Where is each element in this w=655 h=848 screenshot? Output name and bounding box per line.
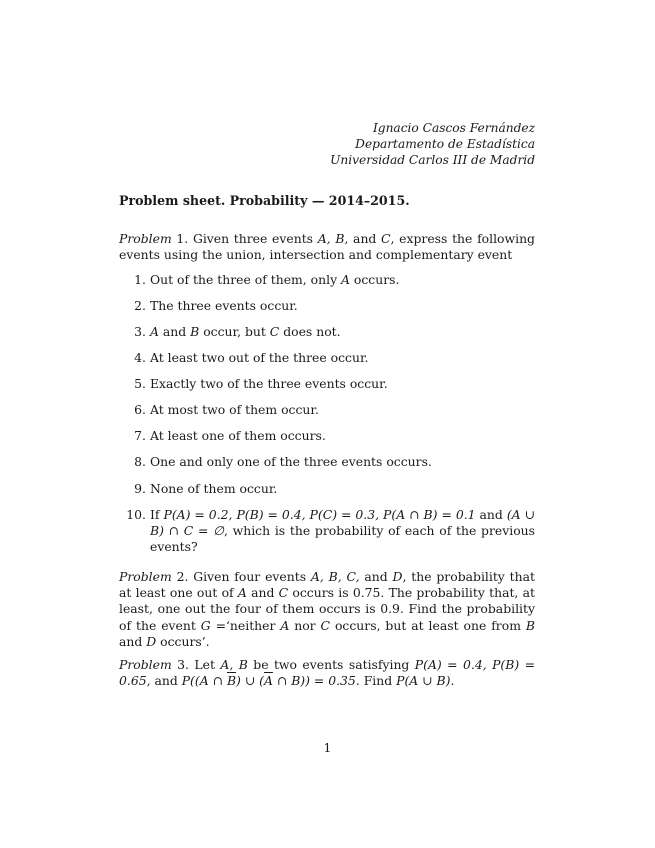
- problem-text: Let: [194, 657, 221, 672]
- item-number: 7.: [134, 428, 146, 443]
- problem-text: and: [348, 231, 382, 246]
- problem-3-statement: [119, 657, 535, 689]
- math: B: [190, 324, 200, 339]
- sheet-title: Problem sheet. Probability — 2014–2015.: [119, 193, 410, 208]
- math: P(A) = 0.4, P(B) = 0.65,: [119, 657, 535, 689]
- problem-text: be two events satisfying: [247, 657, 415, 672]
- math: C: [381, 231, 391, 246]
- problem-text: . Find: [355, 673, 397, 689]
- item-text: Exactly two of the three events occur.: [150, 376, 388, 391]
- list-item: [119, 481, 535, 497]
- math: ∩ B)) = 0.35: [272, 673, 356, 689]
- item-text: [150, 272, 535, 288]
- problem-text: =‘neither: [210, 617, 281, 633]
- item-text-part: , which is the probability of each of the previous events?: [150, 523, 536, 554]
- math: D: [146, 633, 157, 649]
- item-number: 8.: [134, 454, 146, 469]
- author-department: Departamento de Estadística: [355, 137, 535, 151]
- math: G: [200, 617, 211, 633]
- math: P(A) = 0.2, P(B) = 0.4, P(C) = 0.3, P(A ∩ B) = 0.1: [163, 507, 476, 522]
- math: (A ∪ B) ∩ C = ∅: [150, 507, 536, 538]
- math: A, B,: [317, 231, 349, 246]
- math: A: [341, 272, 350, 287]
- list-item: [119, 454, 535, 470]
- problem-text: and: [246, 585, 279, 601]
- item-text-part: occurs.: [349, 272, 400, 287]
- problem-label: Problem: [119, 657, 172, 672]
- problem-number: 3.: [177, 657, 189, 672]
- item-number: 2.: [134, 298, 146, 313]
- problem-number: 1.: [176, 231, 189, 246]
- problem-1-statement: [119, 231, 535, 263]
- math: ) ∪ (: [236, 673, 264, 689]
- item-number: 5.: [134, 376, 146, 391]
- problem-text: and: [359, 569, 393, 584]
- item-text: One and only one of the three events occurs.: [150, 454, 432, 469]
- list-item: [119, 350, 535, 366]
- item-number: 6.: [134, 402, 146, 417]
- item-text-part: and: [158, 324, 191, 339]
- item-text-part: Out of the three of them, only: [150, 272, 342, 287]
- problem-text: Given three events: [192, 231, 318, 246]
- problem-text: nor: [289, 617, 321, 633]
- author-university: Universidad Carlos III de Madrid: [330, 153, 535, 167]
- list-item: [119, 298, 535, 314]
- author-block: [330, 120, 535, 168]
- problem-number: 2.: [176, 569, 189, 584]
- list-item: [119, 324, 535, 340]
- item-text: At least one of them occurs.: [150, 428, 326, 443]
- math: C: [269, 324, 280, 339]
- item-text-part: occur, but: [199, 324, 270, 339]
- problem-text: occurs’.: [156, 633, 210, 649]
- item-text-part: does not.: [279, 324, 341, 339]
- problem-2-statement: [119, 569, 535, 650]
- math: A: [280, 617, 290, 633]
- list-item: [119, 272, 535, 288]
- list-item: [119, 402, 535, 418]
- list-item: [119, 507, 535, 555]
- problem-text: , express the following events using the union, intersection and complementary event: [119, 231, 535, 263]
- item-number: 10.: [126, 507, 146, 522]
- problem-text: occurs, but at least one from: [330, 617, 526, 633]
- item-text: None of them occur.: [150, 481, 278, 496]
- math: P((A ∩: [181, 673, 227, 689]
- item-number: 3.: [134, 324, 146, 339]
- problem-text: , the probability that at least one out of: [119, 569, 535, 601]
- item-text: At least two out of the three occur.: [150, 350, 369, 365]
- math: D: [392, 569, 403, 584]
- math: B: [525, 617, 535, 633]
- item-text: The three events occur.: [150, 298, 298, 313]
- math: A, B: [220, 657, 248, 672]
- problem-text: Given four events: [193, 569, 311, 584]
- problem-label: Problem: [119, 231, 172, 246]
- item-number: 9.: [134, 481, 146, 496]
- item-number: 4.: [134, 350, 146, 365]
- item-text-part: and: [475, 507, 507, 522]
- list-item: [119, 376, 535, 392]
- item-text-part: If: [150, 507, 164, 522]
- problem-text: .: [450, 673, 455, 689]
- page-number: 1: [323, 740, 332, 755]
- math: A: [150, 324, 159, 339]
- author-name: Ignacio Cascos Fernández: [372, 121, 535, 135]
- item-number: 1.: [134, 272, 146, 287]
- problem-text: occurs is 0.75. The probability that, at least, one out the four of them occurs is 0.9. Find the probability of the event: [119, 585, 535, 633]
- item-text: At most two of them occur.: [150, 402, 319, 417]
- math: A: [237, 585, 247, 601]
- math-complement: $\overline{A}$: [263, 673, 273, 689]
- math: C: [320, 617, 331, 633]
- math-complement: $\overline{B}$: [226, 673, 237, 689]
- item-text: [150, 507, 535, 555]
- math: P(A ∪ B): [396, 673, 451, 689]
- item-text: [150, 324, 535, 340]
- math: A, B, C,: [310, 569, 360, 584]
- problem-label: Problem: [119, 569, 172, 584]
- problem-text: and: [119, 633, 147, 649]
- list-item: [119, 428, 535, 444]
- math: C: [278, 585, 289, 601]
- problem-text: and: [150, 673, 182, 689]
